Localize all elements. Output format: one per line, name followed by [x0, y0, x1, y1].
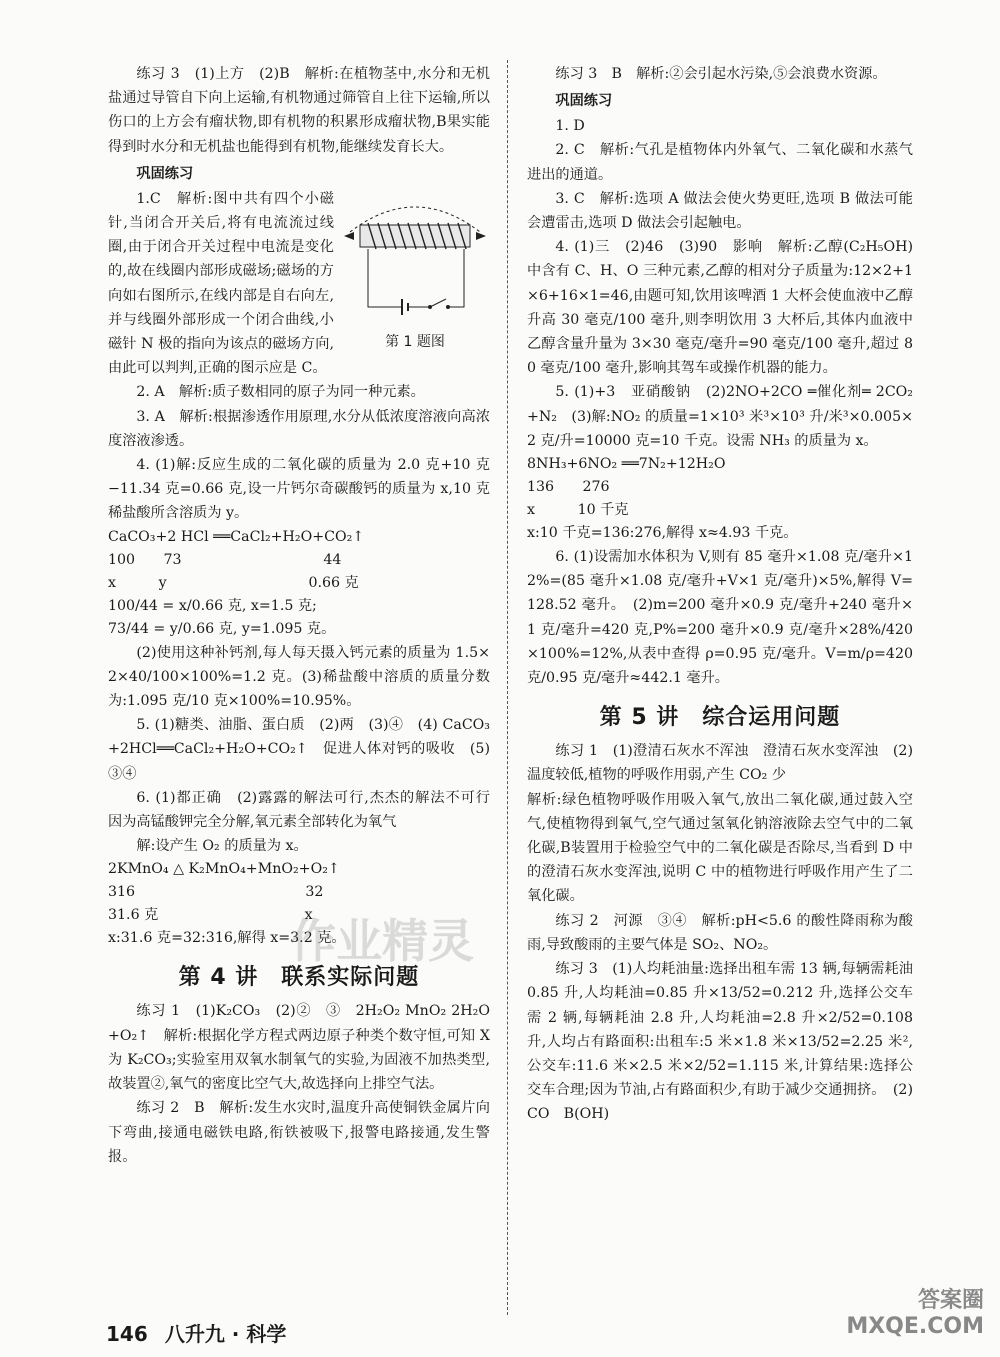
- equation-nh3-row2: x 10 千克: [527, 502, 629, 519]
- figure-caption: 第 1 题图: [385, 333, 445, 350]
- exercise-3-text: 练习 3 (1)上方 (2)B 解析:在植物茎中,水分和无机盐通过导管自下向上运输,有机物通过筛管自上往下运输,所以伤口的上方会有瘤状物,即有机物的积累形成瘤状物,B果实能得到时水分和无机盐也能得到有机物,能继续发育长大。: [108, 66, 490, 155]
- equation-caco3: CaCO₃+2 HCl ══CaCl₂+H₂O+CO₂↑: [108, 528, 365, 545]
- lecture-5-exercise-1: 练习 1 (1)澄清石灰水不浑浊 澄清石灰水变浑浊 (2)温度较低,植物的呼吸作用弱,产生 CO₂ 少: [527, 743, 913, 784]
- question-6: 6. (1)都正确 (2)露露的解法可行,杰杰的解法不可行 因为高锰酸钾完全分解,氧元素全部转化为氧气: [108, 789, 505, 831]
- exercise-3-right: 练习 3 B 解析:②会引起水污染,⑤会浪费水资源。: [555, 66, 887, 82]
- question-1: 1.C 解析:图中共有四个小磁针,当闭合开关后,将有电流流过线圈,由于闭合开关过程中电流是变化的,故在线圈内部形成磁场;磁场的方向如右图所示,在线内部是自右向左,并与线圈外部形成一个闭合曲线,小磁针 N 极的指向为该点的磁场方向,由此可以判判,正确的图示应是 C。: [108, 190, 334, 377]
- watermark-text: 作业精灵: [290, 914, 474, 968]
- consolidation-heading-right: 巩固练习: [555, 93, 613, 110]
- equation-kmno4-row1: 316 32: [108, 884, 324, 901]
- left-column: [108, 62, 505, 1169]
- equation-nh3-row1: 136 276: [527, 479, 610, 496]
- r-question-5-result: x:10 千克=136:276,解得 x≈4.93 千克。: [527, 525, 798, 542]
- lecture-4-exercise-2: 练习 2 B 解析:发生水灾时,温度升高使铜铁金属片向下弯曲,接通电磁铁电路,衔铁被吸下,报警电路接通,发生警报。: [108, 1100, 490, 1165]
- r-question-4: 4. (1)三 (2)46 (3)90 影响 解析:乙醇(C₂H₅OH)中含有 C、H、O 三种元素,乙醇的相对分子质量为:12×2+1×6+16×1=46,由题可知,饮用该啤酒 1 大杯会使血液中乙醇升高 30 毫克/100 毫升,则李明饮用 3 大杯后,其体内血液中乙醇含量升量为 3×30 毫克/毫升=90 毫克/100 毫升,超过 80 毫克/100 毫升,影响其驾车或操作机器的能力。: [527, 239, 913, 377]
- question-4-part2: (2)使用这种补钙剂,每人每天摄入钙元素的质量为 1.5×2×40/100×100%=1.2 克。(3)稀盐酸中溶质的质量分数为:1.095 克/10 克×100%=10.95%。: [108, 644, 490, 710]
- coil-figure: [340, 187, 490, 355]
- page-number: 146: [106, 1322, 148, 1346]
- r-question-5: 5. (1)+3 亚硝酸钠 (2)2NO+2CO ═催化剂═ 2CO₂+N₂ (3)解:NO₂ 的质量=1×10³ 米³×10³ 升/米³×0.005×2 克/升=10000 克=10 千克。设需 NH₃ 的质量为 x。: [527, 384, 913, 449]
- r-question-2: 2. C 解析:气孔是植物体内外氧气、二氧化碳和水蒸气进出的通道。: [527, 142, 913, 183]
- book-title: 八升九 · 科学: [164, 1322, 287, 1346]
- lecture-5-exercise-2: 练习 2 河源 ③④ 解析:pH<5.6 的酸性降雨称为酸雨,导致酸雨的主要气体是 SO₂、NO₂。: [527, 912, 913, 953]
- lecture-5-heading: 第 5 讲 综合运用问题: [599, 705, 841, 731]
- page-footer: [106, 1318, 286, 1347]
- r-question-3: 3. C 解析:选项 A 做法会使火势更旺,选项 B 做法可能会遭雷击,选项 D 做法会引起触电。: [527, 190, 913, 232]
- fraction-y: 73/44 = y/0.66 克, y=1.095 克。: [108, 620, 336, 637]
- equation-kmno4: 2KMnO₄ △ K₂MnO₄+MnO₂+O₂↑: [108, 861, 340, 878]
- column-divider: [507, 60, 508, 1315]
- solenoid-diagram: [340, 187, 490, 327]
- watermark-logo-text: 答案圈: [917, 1288, 984, 1313]
- watermark-logo: [846, 1283, 984, 1339]
- right-column: [527, 62, 913, 1127]
- equation-ratio-row2: x y 0.66 克: [108, 574, 359, 591]
- lecture-5-exercise-1-analysis: 解析:绿色植物呼吸作用吸入氧气,放出二氧化碳,通过鼓入空气,使植物得到氧气,空气通过氢氧化钠溶液除去空气中的二氧化碳,B装置用于检验空气中的二氧化碳是否除尽,当看到 D 中的澄清石灰水变浑浊,说明 C 中的植物进行呼吸作用产生了二氧化碳。: [527, 791, 913, 905]
- question-6-result: x:31.6 克=32:316,解得 x=3.2 克。: [108, 930, 346, 947]
- lecture-4-exercise-1: 练习 1 (1)K₂CO₃ (2)② ③ 2H₂O₂ MnO₂ 2H₂O+O₂↑ 解析:根据化学方程式两边原子种类个数守恒,可知 X 为 K₂CO₃;实验室用双氧水制氧气的实验,为固液不加热类型,故装置②,氧气的密度比空气大,故选择向上排空气法。: [108, 1003, 490, 1093]
- r-question-1: 1. D: [555, 118, 585, 135]
- lecture-5-exercise-3: 练习 3 (1)人均耗油量:选择出租车需 13 辆,每辆需耗油 0.85 升,人均耗油=0.85 升×13/52=0.212 升,选择公交车需 2 辆,每辆耗油 2.8 升,人均耗油=2.8 升×2/52=0.108 升,人均占有路面积:出租车:5 米×1.8 米×13/52=2.25 米²,公交车:11.6 米×2.5 米×2/52=1.115 米,计算结果:选择公交车合理;因为节油,占有路面积少,有助于减少交通拥挤。 (2)CO B(OH): [527, 961, 913, 1123]
- equation-nh3: 8NH₃+6NO₂ ══7N₂+12H₂O: [527, 456, 726, 473]
- question-4-part1: 4. (1)解:反应生成的二氧化碳的质量为 2.0 克+10 克−11.34 克=0.66 克,设一片钙尔奇碳酸钙的质量为 x,10 克稀盐酸所含溶质为 y。: [108, 457, 490, 522]
- equation-ratio-row1: 100 73 44: [108, 551, 342, 568]
- consolidation-heading: 巩固练习: [136, 165, 194, 182]
- question-3: 3. A 解析:根据渗透作用原理,水分从低浓度溶液向高浓度溶液渗透。: [108, 408, 490, 449]
- watermark-url: MXQE.COM: [846, 1314, 984, 1339]
- equation-kmno4-row2: 31.6 克 x: [108, 907, 313, 924]
- question-5: 5. (1)糖类、油脂、蛋白质 (2)两 (3)④ (4) CaCO₃+2HCl══CaCl₂+H₂O+CO₂↑ 促进人体对钙的吸收 (5)③④: [108, 717, 490, 782]
- question-2: 2. A 解析:质子数相同的原子为同一种元素。: [136, 384, 425, 401]
- r-question-6: 6. (1)设需加水体积为 V,则有 85 毫升×1.08 克/毫升×12%=(85 毫升×1.08 克/毫升+V×1 克/毫升)×5%,解得 V=128.52 毫升。 (2)m=200 毫升×0.9 克/毫升+240 毫升×1 克/毫升=420 克,P%=200 毫升×0.9 克/毫升×28%/420×100%=12%,从表中查得 ρ=0.95 克/毫升。V=m/ρ=420 克/0.95 克/毫升≈442.1 毫升。: [527, 549, 913, 687]
- fraction-x: 100/44 = x/0.66 克, x=1.5 克;: [108, 597, 317, 614]
- question-6-solution: 解:设产生 O₂ 的质量为 x。: [136, 838, 308, 855]
- lecture-4-heading: 第 4 讲 联系实际问题: [178, 965, 420, 991]
